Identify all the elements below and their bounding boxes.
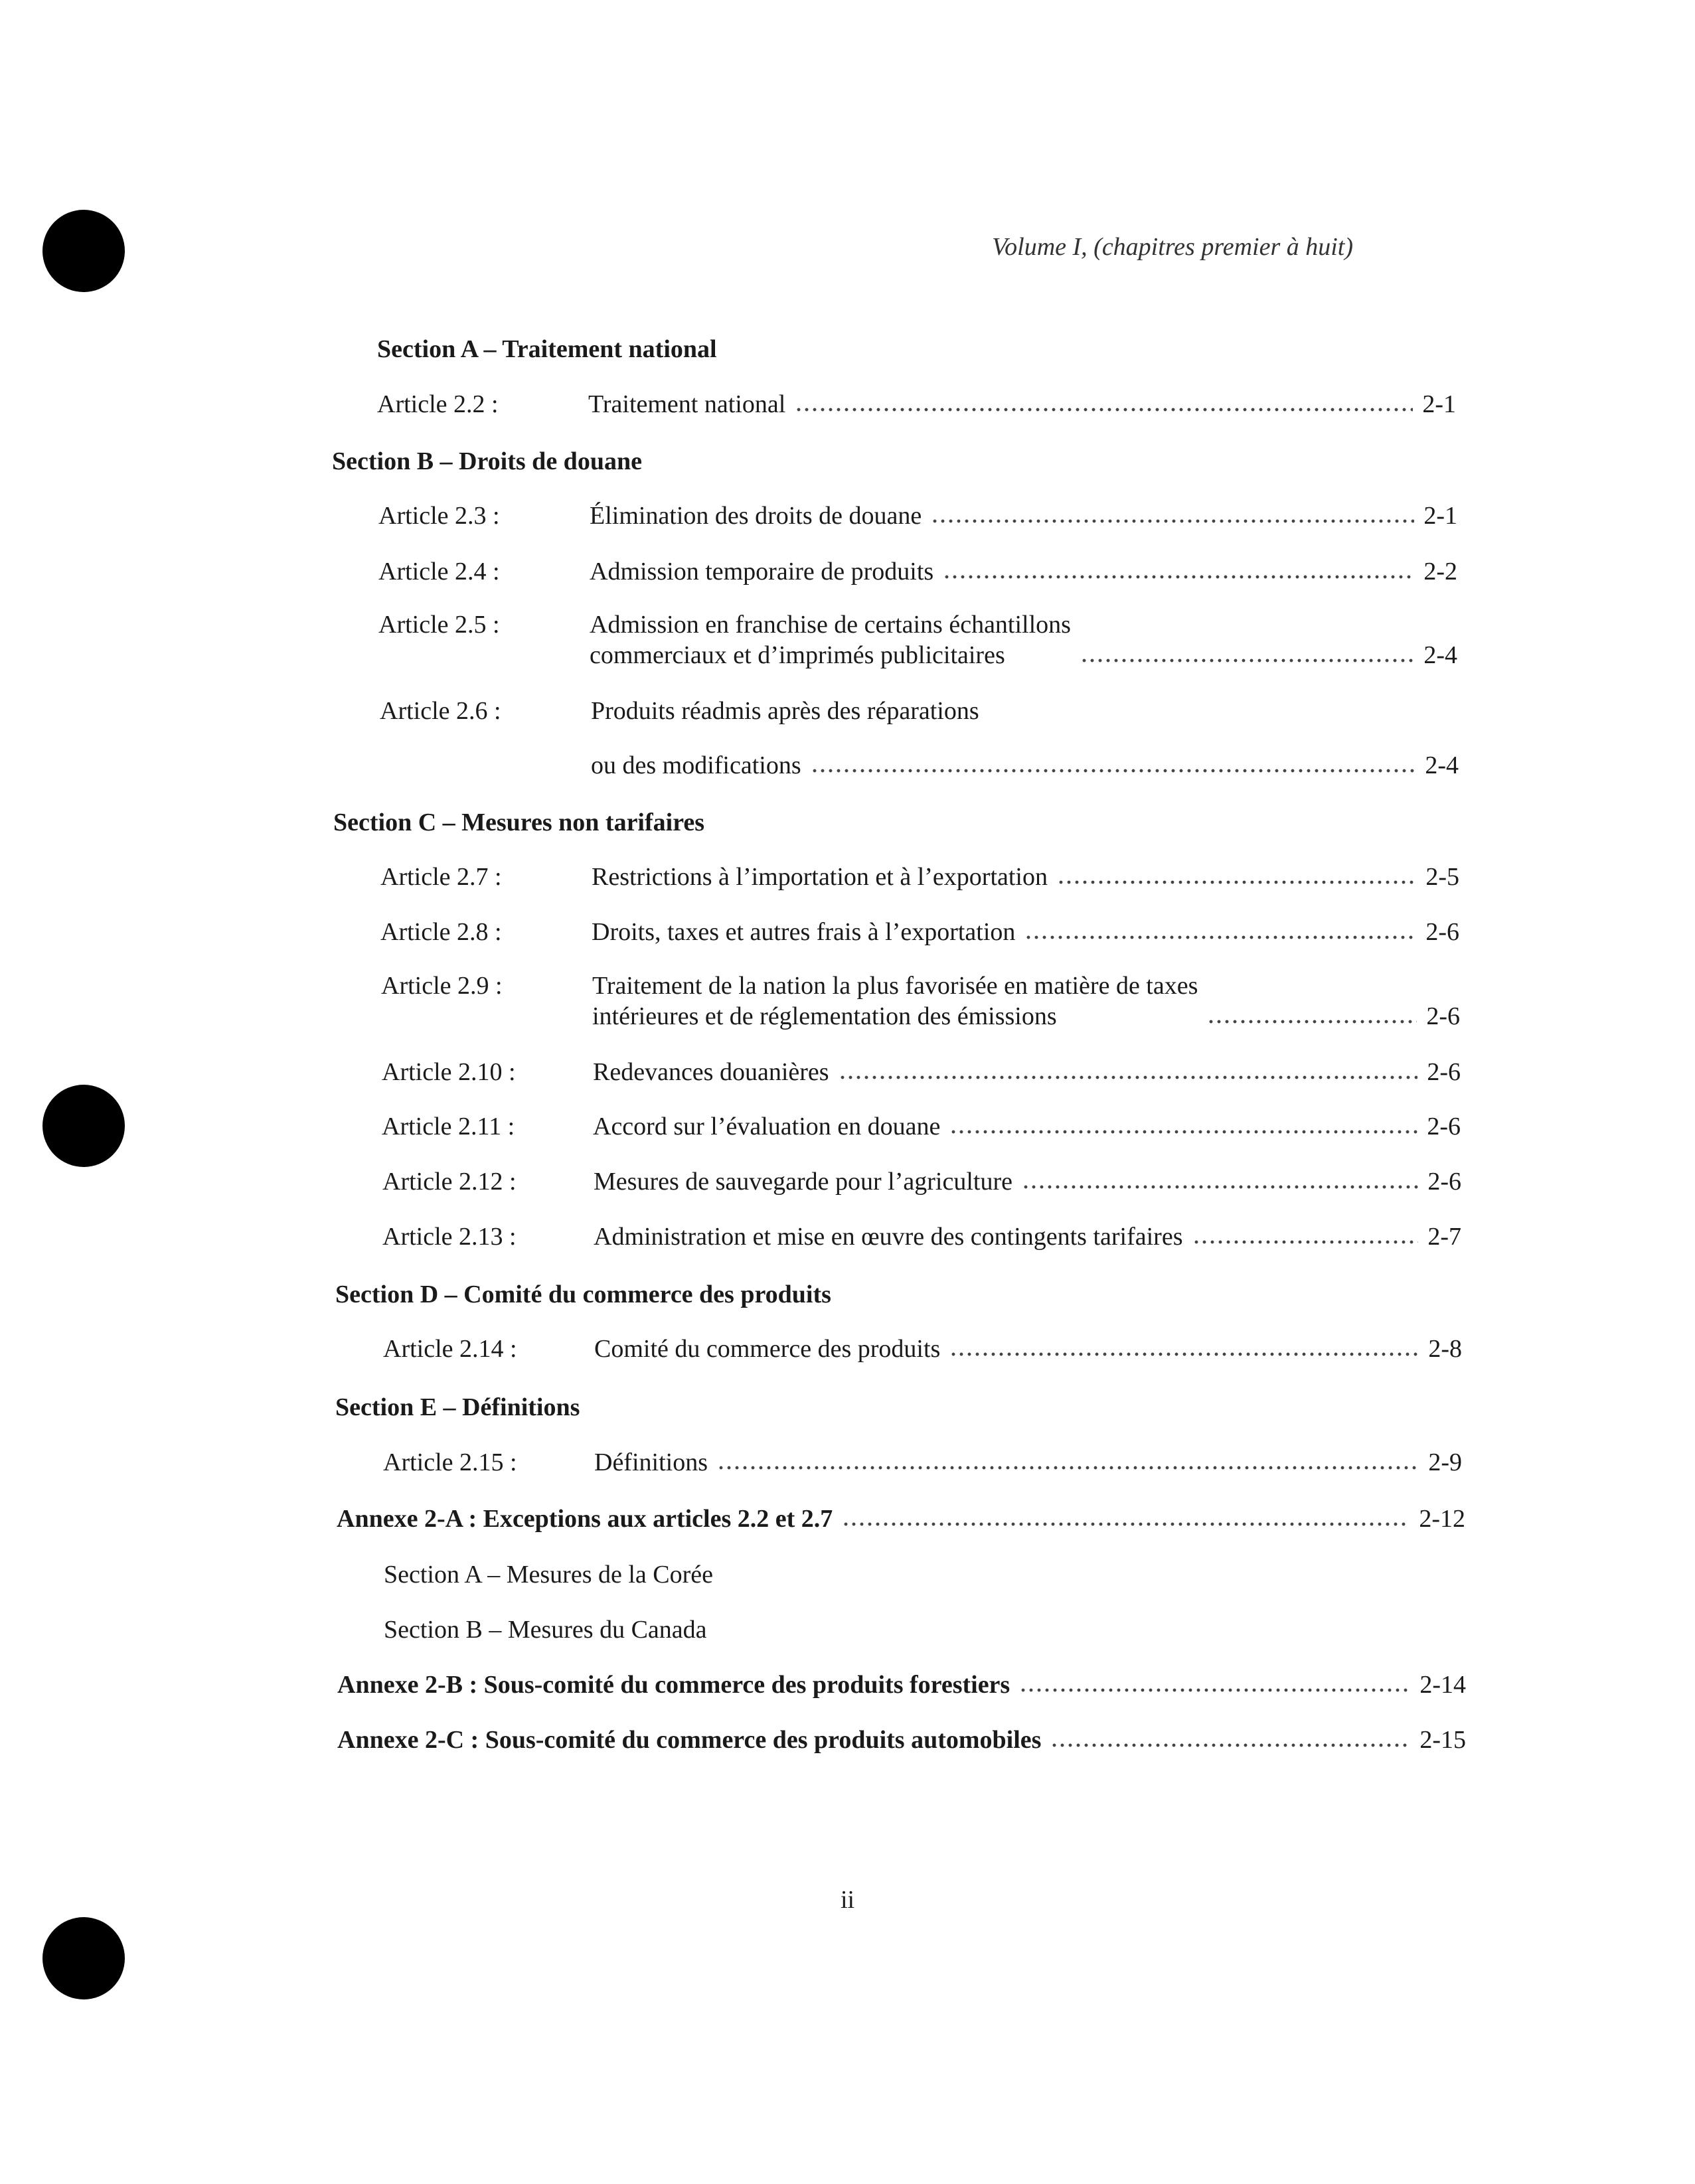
dot-leader bbox=[931, 518, 1414, 524]
toc-entry[interactable] bbox=[381, 971, 1460, 1032]
dot-leader bbox=[811, 768, 1416, 773]
toc-entry[interactable] bbox=[382, 1111, 1461, 1142]
dot-leader bbox=[949, 1352, 1419, 1357]
dot-leader bbox=[1019, 1687, 1410, 1693]
dot-leader bbox=[842, 1521, 1410, 1527]
article-title: Droits, taxes et autres frais à l’exportation bbox=[592, 918, 1016, 946]
toc-entry[interactable] bbox=[380, 917, 1459, 947]
dot-leader bbox=[1080, 658, 1414, 663]
toc-entry[interactable] bbox=[383, 1447, 1462, 1478]
article-label: Article 2.7 : bbox=[380, 863, 502, 891]
article-label: Article 2.5 : bbox=[378, 611, 500, 639]
article-label: Article 2.14 : bbox=[383, 1335, 517, 1363]
article-title: Mesures de sauvegarde pour l’agriculture bbox=[594, 1168, 1012, 1196]
annex-title: Annexe 2-A : Exceptions aux articles 2.2 et 2.7 bbox=[337, 1505, 833, 1533]
article-title: Produits réadmis après des réparations bbox=[591, 697, 979, 725]
page-ref: 2-1 bbox=[1423, 502, 1457, 530]
dot-leader bbox=[1050, 1743, 1410, 1748]
dot-leader bbox=[943, 574, 1414, 580]
dot-leader bbox=[1024, 935, 1416, 940]
page-ref: 2-8 bbox=[1428, 1335, 1462, 1363]
article-title: Redevances douanières bbox=[593, 1058, 829, 1086]
article-label: Article 2.3 : bbox=[378, 502, 500, 530]
article-label: Article 2.6 : bbox=[380, 697, 501, 725]
dot-leader bbox=[1022, 1184, 1418, 1190]
article-label: Article 2.11 : bbox=[382, 1113, 515, 1140]
article-title: Restrictions à l’importation et à l’exportation bbox=[592, 863, 1048, 891]
article-title-continuation: ou des modifications bbox=[591, 751, 801, 779]
toc-entry[interactable] bbox=[378, 556, 1457, 587]
toc-entry[interactable] bbox=[380, 862, 1459, 892]
section-b-heading: Section B – Droits de douane bbox=[332, 447, 642, 475]
page-number: ii bbox=[840, 1886, 855, 1914]
annex-title: Annexe 2-C : Sous-comité du commerce des produits automobiles bbox=[337, 1726, 1042, 1754]
page-ref: 2-5 bbox=[1425, 863, 1459, 891]
section-e-heading: Section E – Définitions bbox=[335, 1393, 580, 1421]
article-title: Traitement de la nation la plus favorisée en matière de taxes intérieures et de réglementation des émissions bbox=[592, 972, 1198, 1030]
page-ref: 2-6 bbox=[1425, 918, 1459, 946]
article-label: Article 2.2 : bbox=[377, 390, 499, 418]
article-label: Article 2.4 : bbox=[378, 558, 500, 585]
article-title: Définitions bbox=[594, 1448, 708, 1476]
toc-entry[interactable] bbox=[377, 389, 1456, 420]
page-ref: 2-6 bbox=[1427, 1058, 1461, 1086]
article-label: Article 2.8 : bbox=[380, 918, 502, 946]
page-ref: 2-4 bbox=[1425, 751, 1459, 779]
toc-entry-continuation[interactable] bbox=[591, 750, 1459, 781]
article-label: Article 2.12 : bbox=[382, 1168, 517, 1196]
toc-entry[interactable] bbox=[382, 1057, 1461, 1087]
article-title: Admission en franchise de certains échantillons commerciaux et d’imprimés publicitaires bbox=[590, 611, 1071, 669]
section-d-heading: Section D – Comité du commerce des produits bbox=[335, 1281, 831, 1308]
article-title: Administration et mise en œuvre des contingents tarifaires bbox=[594, 1223, 1183, 1251]
article-label: Article 2.15 : bbox=[383, 1448, 517, 1476]
toc-entry[interactable] bbox=[382, 1166, 1461, 1197]
article-label: Article 2.9 : bbox=[381, 972, 503, 1000]
toc-annex-2c[interactable] bbox=[337, 1725, 1466, 1755]
annex-subsection[interactable]: Section B – Mesures du Canada bbox=[384, 1616, 707, 1644]
toc-entry[interactable] bbox=[380, 696, 1459, 726]
dot-leader bbox=[949, 1129, 1417, 1134]
page-ref: 2-14 bbox=[1419, 1671, 1466, 1699]
annex-subsection[interactable]: Section A – Mesures de la Corée bbox=[384, 1561, 714, 1589]
article-title: Comité du commerce des produits bbox=[594, 1335, 941, 1363]
page-ref: 2-6 bbox=[1427, 1113, 1461, 1140]
page-ref: 2-12 bbox=[1419, 1505, 1465, 1533]
dot-leader bbox=[717, 1465, 1419, 1470]
page-ref: 2-4 bbox=[1423, 641, 1457, 669]
article-label: Article 2.10 : bbox=[382, 1058, 516, 1086]
dot-leader bbox=[839, 1075, 1418, 1080]
toc-annex-2a[interactable] bbox=[337, 1504, 1465, 1534]
article-title: Élimination des droits de douane bbox=[590, 502, 922, 530]
toc-annex-2b[interactable] bbox=[337, 1670, 1466, 1700]
section-a-heading: Section A – Traitement national bbox=[377, 335, 717, 363]
article-label: Article 2.13 : bbox=[382, 1223, 517, 1251]
toc-entry[interactable] bbox=[382, 1221, 1461, 1252]
annex-title: Annexe 2-B : Sous-comité du commerce des produits forestiers bbox=[337, 1671, 1010, 1699]
dot-leader bbox=[795, 407, 1413, 412]
dot-leader bbox=[1057, 880, 1416, 885]
page-ref: 2-15 bbox=[1419, 1726, 1466, 1754]
running-head: Volume I, (chapitres premier à huit) bbox=[992, 233, 1353, 261]
page-ref: 2-7 bbox=[1427, 1223, 1461, 1251]
toc-entry[interactable] bbox=[378, 501, 1457, 531]
toc-entry[interactable] bbox=[383, 1334, 1462, 1364]
page-ref: 2-6 bbox=[1426, 1002, 1460, 1030]
dot-leader bbox=[1207, 1019, 1417, 1024]
article-title: Accord sur l’évaluation en douane bbox=[593, 1113, 941, 1140]
page-ref: 2-9 bbox=[1428, 1448, 1462, 1476]
section-c-heading: Section C – Mesures non tarifaires bbox=[333, 809, 705, 836]
article-title: Admission temporaire de produits bbox=[590, 558, 934, 585]
page-ref: 2-6 bbox=[1427, 1168, 1461, 1196]
article-title: Traitement national bbox=[588, 390, 786, 418]
page-ref: 2-1 bbox=[1422, 390, 1456, 418]
toc-entry[interactable] bbox=[378, 609, 1457, 670]
dot-leader bbox=[1192, 1239, 1419, 1245]
page-ref: 2-2 bbox=[1423, 558, 1457, 585]
